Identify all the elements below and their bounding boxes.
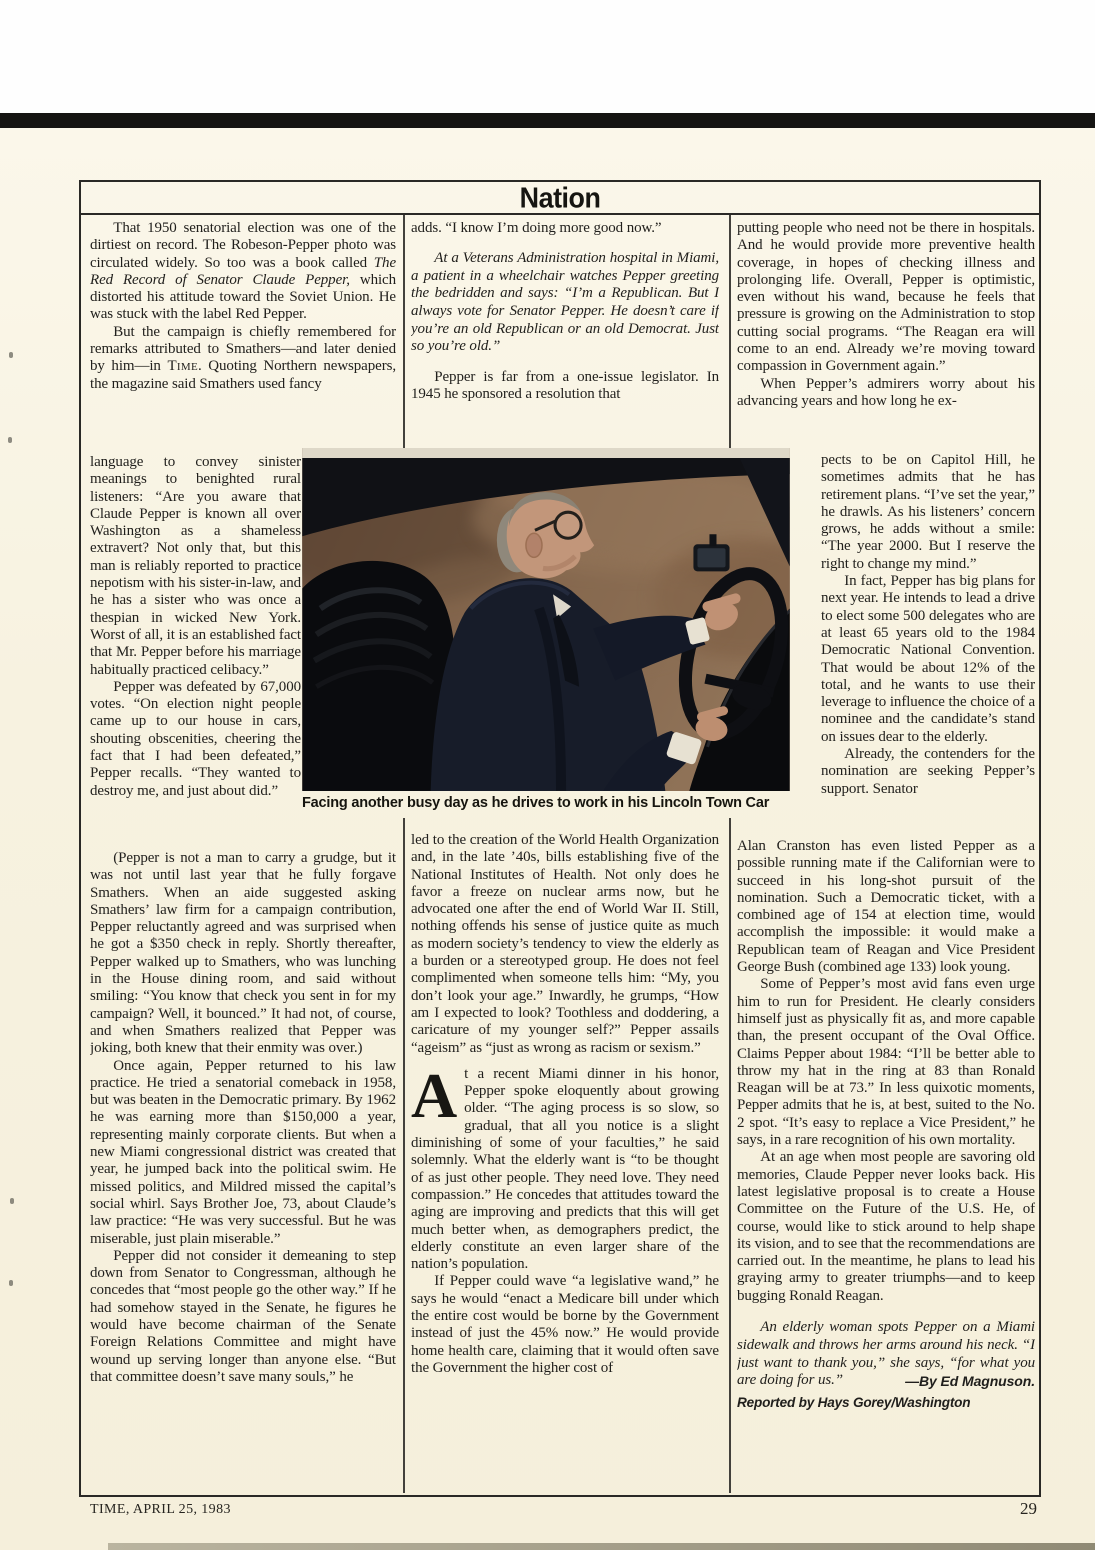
paragraph: led to the creation of the World Health Organization and, in the late ’40s, bills establishing five of the National Institutes of Health. Not only does he favor a freeze on nuclear arms now, but he advocated one after the end of World War II. Still, nothing offends his sense of justice quite as much as modern society’s tendency to view the elderly as a burden or a stereotyped group. He does not feel complimented when someone tells him: “My, you don’t look your age.” Inwardly, he grumps, “How am I expected to look? Toothless and doddering, a caricature of my younger self?” Pepper assails “ageism” as “just as wrong as racism or sexism.” [411, 832, 719, 1056]
scan-speck [8, 437, 12, 443]
column-3-segment-1 [737, 220, 1035, 450]
paragraph: Some of Pepper’s most avid fans even urge him to run for President. He clearly considers himself just as physically fit as, and more capable than, the present occupant of the Oval Office. Claims Pepper about 1984: “I’ll be better able to throw my hat in the ring at 83 than Ronald Reagan will be at 73.” In less quixotic moments, Pepper admits that he is, at best, suited to the No. 2 spot. “It’s easy to replace a Vice President,” he says, in a rare recognition of his own mortality. [737, 976, 1035, 1149]
column-1-segment-3 [90, 850, 396, 1491]
column-1-segment-1 [90, 220, 396, 450]
section-title: Nation [519, 180, 601, 214]
paper-background [0, 128, 1095, 1550]
section-header-band [81, 182, 1039, 215]
column-2-segment-1 [411, 220, 719, 450]
page-top-edge [0, 113, 1095, 128]
paragraph: —By Ed Magnuson. [905, 1372, 1035, 1389]
column-rule [729, 215, 731, 448]
paragraph: Once again, Pepper returned to his law practice. He tried a senatorial comeback in 1958, but was beaten in the Democratic primary. By 1962 he was earning more than $150,000 a year, representing mainly corporate clients. But when a new Miami congressional district was created that year, he jumped back into the political swim. He missed politics, and Mildred missed the capital’s social whirl. Says Brother Joe, 73, about Claude’s law practice: “He was very successful. But he was miserable, just plain miserable.” [90, 1057, 396, 1247]
paragraph: But the campaign is chiefly remembered for remarks attributed to Smathers—and later denied by him—in Time. Quoting Northern newspapers, the magazine said Smathers used fancy [90, 323, 396, 392]
paragraph: If Pepper could wave “a legislative wand,” he says he would “enact a Medicare bill under which the entire cost would be borne by the Government instead of just the 45% now.” He would provide home health care, claiming that it would often save the Government the higher cost of [411, 1273, 719, 1376]
column-1-segment-2 [90, 454, 301, 840]
scan-speck [9, 352, 13, 358]
paragraph: putting people who need not be there in hospitals. And he would provide more preventive health coverage, in hopes of checking illness and prolonging life. Overall, Pepper is optimistic, even without his wand, because he feels that pressure is growing on the Administration to stop cutting social programs. “The Reagan era will come to an end. Already we’re moving toward compassion in Government again.” [737, 220, 1035, 375]
scan-speck [9, 1280, 13, 1286]
page-bottom-edge [108, 1543, 1095, 1550]
scan-speck [10, 1198, 14, 1204]
car-interior-photo-illustration [302, 448, 790, 791]
footer-issue-date: TIME, APRIL 25, 1983 [90, 1502, 231, 1517]
paragraph: (Pepper is not a man to carry a grudge, but it was not until last year that he fully forgave Smathers. When an aide suggested asking Smathers’ law firm for a campaign contribution, Pepper reluctantly agreed and was surprised when he got a $350 check in reply. Shortly thereafter, Pepper walked up to Smathers, who was lunching in the House dining room, and said without smiling: “You know that check you sent in for my campaign? Well, it bounced.” It had not, of course, and when Smathers realized that Pepper was joking, both knew that their enmity was over.) [90, 850, 396, 1057]
paragraph: language to convey sinister meanings to benighted rural listeners: “Are you aware that Claude Pepper is known all over Washington as a shameless extravert? Not only that, but this man is reliably reported to practice nepotism with his sister-in-law, and he has a sister who was once a thespian in wicked New York. Worst of all, it is an established fact that Mr. Pepper before his marriage habitually practiced celibacy.” [90, 454, 301, 678]
paragraph: Pepper did not consider it demeaning to step down from Senator to Congressman, although he concedes that “most people go the other way.” If he had somehow stayed in the Senate, he figures he would have become chairman of the Senate Foreign Relations Committee and might have wound up serving longer than anyone else. “But that committee doesn’t save many souls,” he [90, 1247, 396, 1385]
column-rule [729, 818, 731, 1493]
column-2-segment-2 [411, 832, 719, 1491]
paragraph: That 1950 senatorial election was one of the dirtiest on record. The Robeson-Pepper photo was circulated widely. So too was a book called The Red Record of Senator Claude Pepper, which distorted his attitude toward the Soviet Union. He was stuck with the label Red Pepper. [90, 220, 396, 323]
column-3-segment-2 [821, 452, 1035, 836]
photo-claude-pepper-driving [302, 448, 790, 811]
paragraph: Pepper is far from a one-issue legislator. In 1945 he sponsored a resolution that [411, 368, 719, 403]
paragraph: Pepper was defeated by 67,000 votes. “On election night people came up to our house in cars, shouting obscenities, cheering the fact that I had been defeated,” Pepper recalls. “They wanted to destroy me, and just about did.” [90, 678, 301, 799]
paragraph: At a Veterans Administration hospital in Miami, a patient in a wheelchair watches Pepper greeting the bedridden and says: “I’m a Republican. But I always vote for Senator Pepper. He doesn’t care if you’re an old Republican or an old Democrat. Just so you’re old.” [411, 250, 719, 355]
column-rule [403, 818, 405, 1493]
column-3-segment-3 [737, 838, 1035, 1491]
paragraph: pects to be on Capitol Hill, he sometimes admits that he has retirement plans. “I’ve set the year,” he drawls. As his listeners’ concern grows, he adds without a smile: “The year 2000. But I reserve the right to change my mind.” [821, 452, 1035, 572]
paragraph: At an age when most people are savoring old memories, Claude Pepper never looks back. His latest legislative proposal is to create a House Committee on the Future of the U.S. He, of course, would like to stick around to help shape its vision, and to see that the recommendations are carried out. In the meantime, he plans to lead his graying army to greater triumphs—and to keep bugging Ronald Reagan. [737, 1149, 1035, 1304]
paragraph: Alan Cranston has even listed Pepper as a possible running mate if the Californian were to succeed in his long-shot pursuit of the nomination. Such a Democratic ticket, with a combined age of 154 at election time, would accomplish the impossible: it would make a Republican team of Reagan and Vice President George Bush (combined age 133) look young. [737, 838, 1035, 976]
paragraph: An elderly woman spots Pepper on a Miami sidewalk and throws her arms around his neck. “I just want to thank you,” she says, “for what you are doing for us.” [737, 1319, 1035, 1389]
paragraph: When Pepper’s admirers worry about his advancing years and how long he ex- [737, 375, 1035, 409]
paragraph: Already, the contenders for the nomination are seeking Pepper’s support. Senator [821, 746, 1035, 797]
article-frame [79, 180, 1041, 1497]
column-rule [403, 215, 405, 448]
footer-page-number: 29 [1020, 1499, 1037, 1518]
paragraph: Reported by Hays Gorey/Washington [737, 1395, 971, 1411]
paragraph: At a recent Miami dinner in his honor, Pepper spoke eloquently about growing older. “The aging process is so slow, so gradual, that all you notice is a slight diminishing of some of your faculties,” he said solemnly. What the elderly want is “to be thought of as just other people. They need love. They need compassion.” He concedes that attitudes toward the aging are improving and predicts that this will get much better when, as demographers predict, the elderly constitute an even larger share of the nation’s population. [411, 1059, 719, 1273]
paragraph: In fact, Pepper has big plans for next year. He intends to lead a drive to elect some 500 delegates who are at least 65 years old to the 1984 Democratic National Convention. That would be about 12% of the total, and he wants to use their leverage to influence the choice of a nominee and the candidate’s stand on issues dear to the elderly. [821, 573, 1035, 745]
photo-caption: Facing another busy day as he drives to work in his Lincoln Town Car [302, 795, 770, 811]
paragraph: adds. “I know I’m doing more good now.” [411, 220, 662, 236]
